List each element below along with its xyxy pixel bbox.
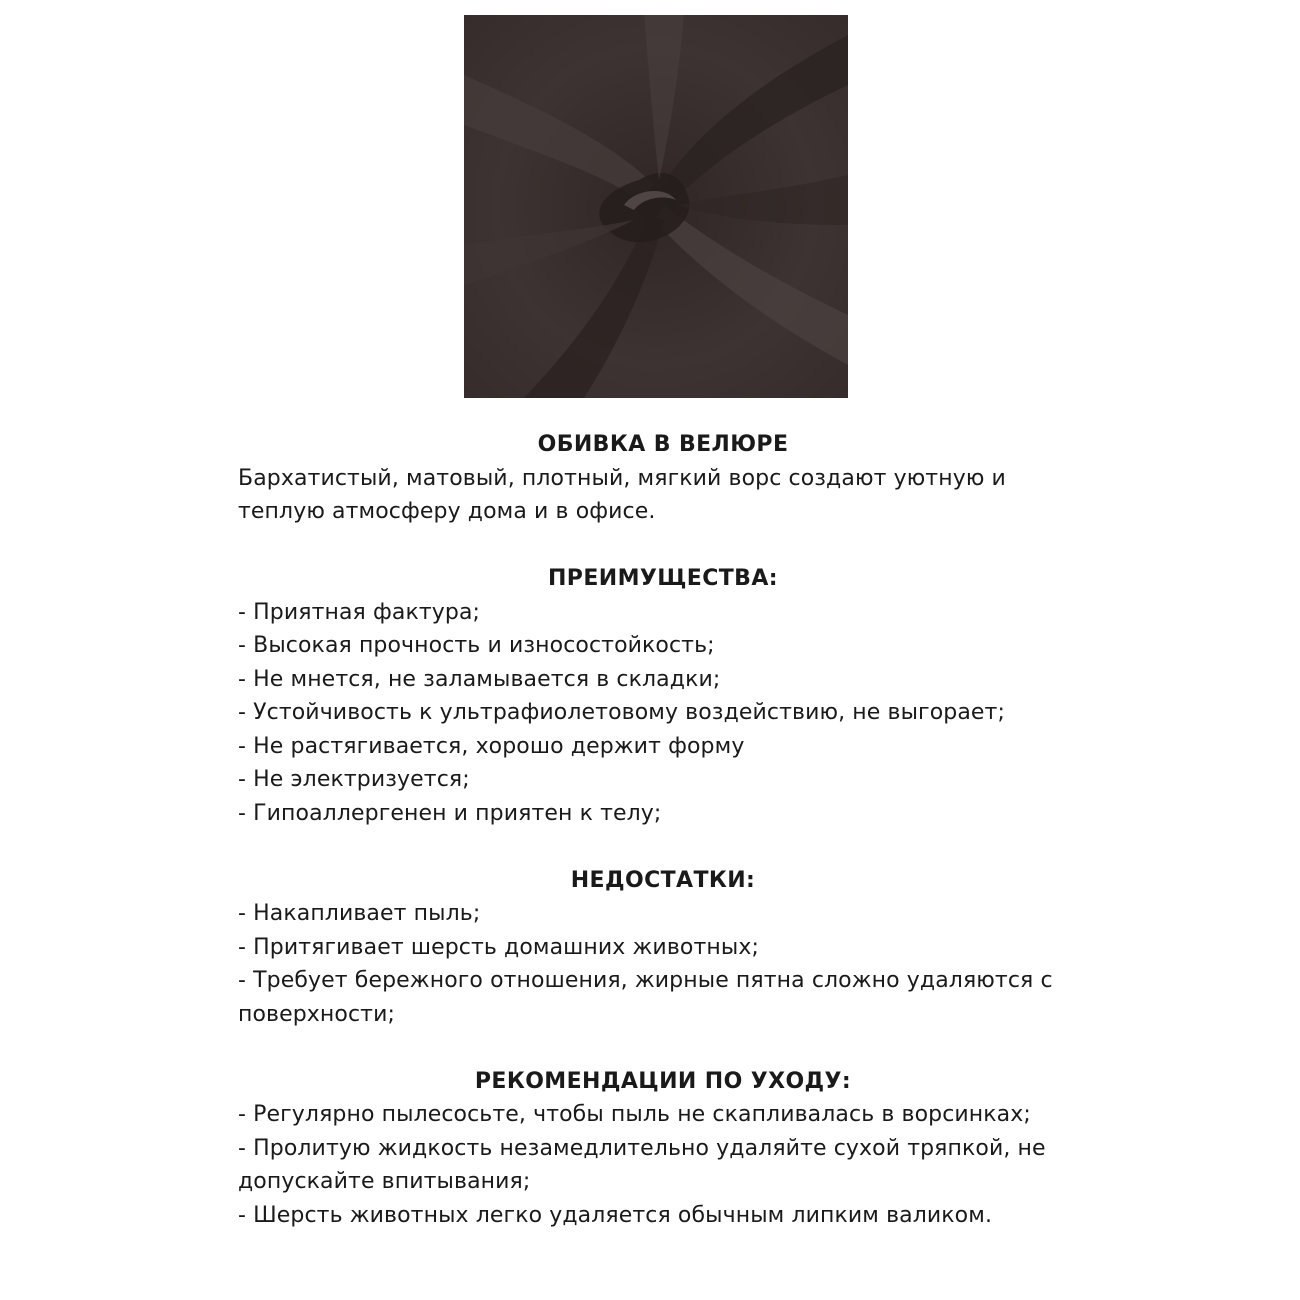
disadvantages-list xyxy=(238,897,1088,1031)
list-item: - Регулярно пылесосьте, чтобы пыль не скапливалась в ворсинках; xyxy=(238,1102,1031,1127)
list-item: - Устойчивость к ультрафиолетовому воздействию, не выгорает; xyxy=(238,700,1005,725)
disadvantages-heading: НЕДОСТАТКИ: xyxy=(570,867,756,893)
care-section xyxy=(238,1065,1088,1233)
list-item: - Не растягивается, хорошо держит форму xyxy=(238,733,745,759)
list-item: - Не электризуется; xyxy=(238,767,470,792)
list-item: - Высокая прочность и износостойкость; xyxy=(238,633,715,658)
fabric-swatch-icon xyxy=(464,15,848,398)
advantages-section xyxy=(238,562,1088,830)
intro-text: Бархатистый, матовый, плотный, мягкий ворс создают уютную и теплую атмосферу дома и в офисе. xyxy=(238,465,1006,524)
list-item: - Шерсть животных легко удаляется обычным липким валиком. xyxy=(238,1202,993,1228)
list-item: - Пролитую жидкость незамедлительно удаляйте сухой тряпкой, не допускайте впитывания; xyxy=(238,1135,1046,1194)
intro-section xyxy=(238,428,1088,529)
care-list xyxy=(238,1098,1088,1232)
disadvantages-section xyxy=(238,864,1088,1032)
description-content xyxy=(238,428,1088,1266)
list-item: - Приятная фактура; xyxy=(238,599,481,625)
advantages-heading: ПРЕИМУЩЕСТВА: xyxy=(548,566,778,591)
fabric-swatch-image xyxy=(464,15,848,398)
list-item: - Не мнется, не заламывается в складки; xyxy=(238,666,721,692)
advantages-list xyxy=(238,596,1088,831)
list-item: - Накапливает пыль; xyxy=(238,901,481,926)
list-item: - Гипоаллергенен и приятен к телу; xyxy=(238,800,662,826)
list-item: - Притягивает шерсть домашних животных; xyxy=(238,934,759,960)
care-heading: РЕКОМЕНДАЦИИ ПО УХОДУ: xyxy=(474,1068,852,1094)
list-item: - Требует бережного отношения, жирные пятна сложно удаляются с поверхности; xyxy=(238,968,1053,1027)
page-title: ОБИВКА В ВЕЛЮРЕ xyxy=(537,432,789,457)
